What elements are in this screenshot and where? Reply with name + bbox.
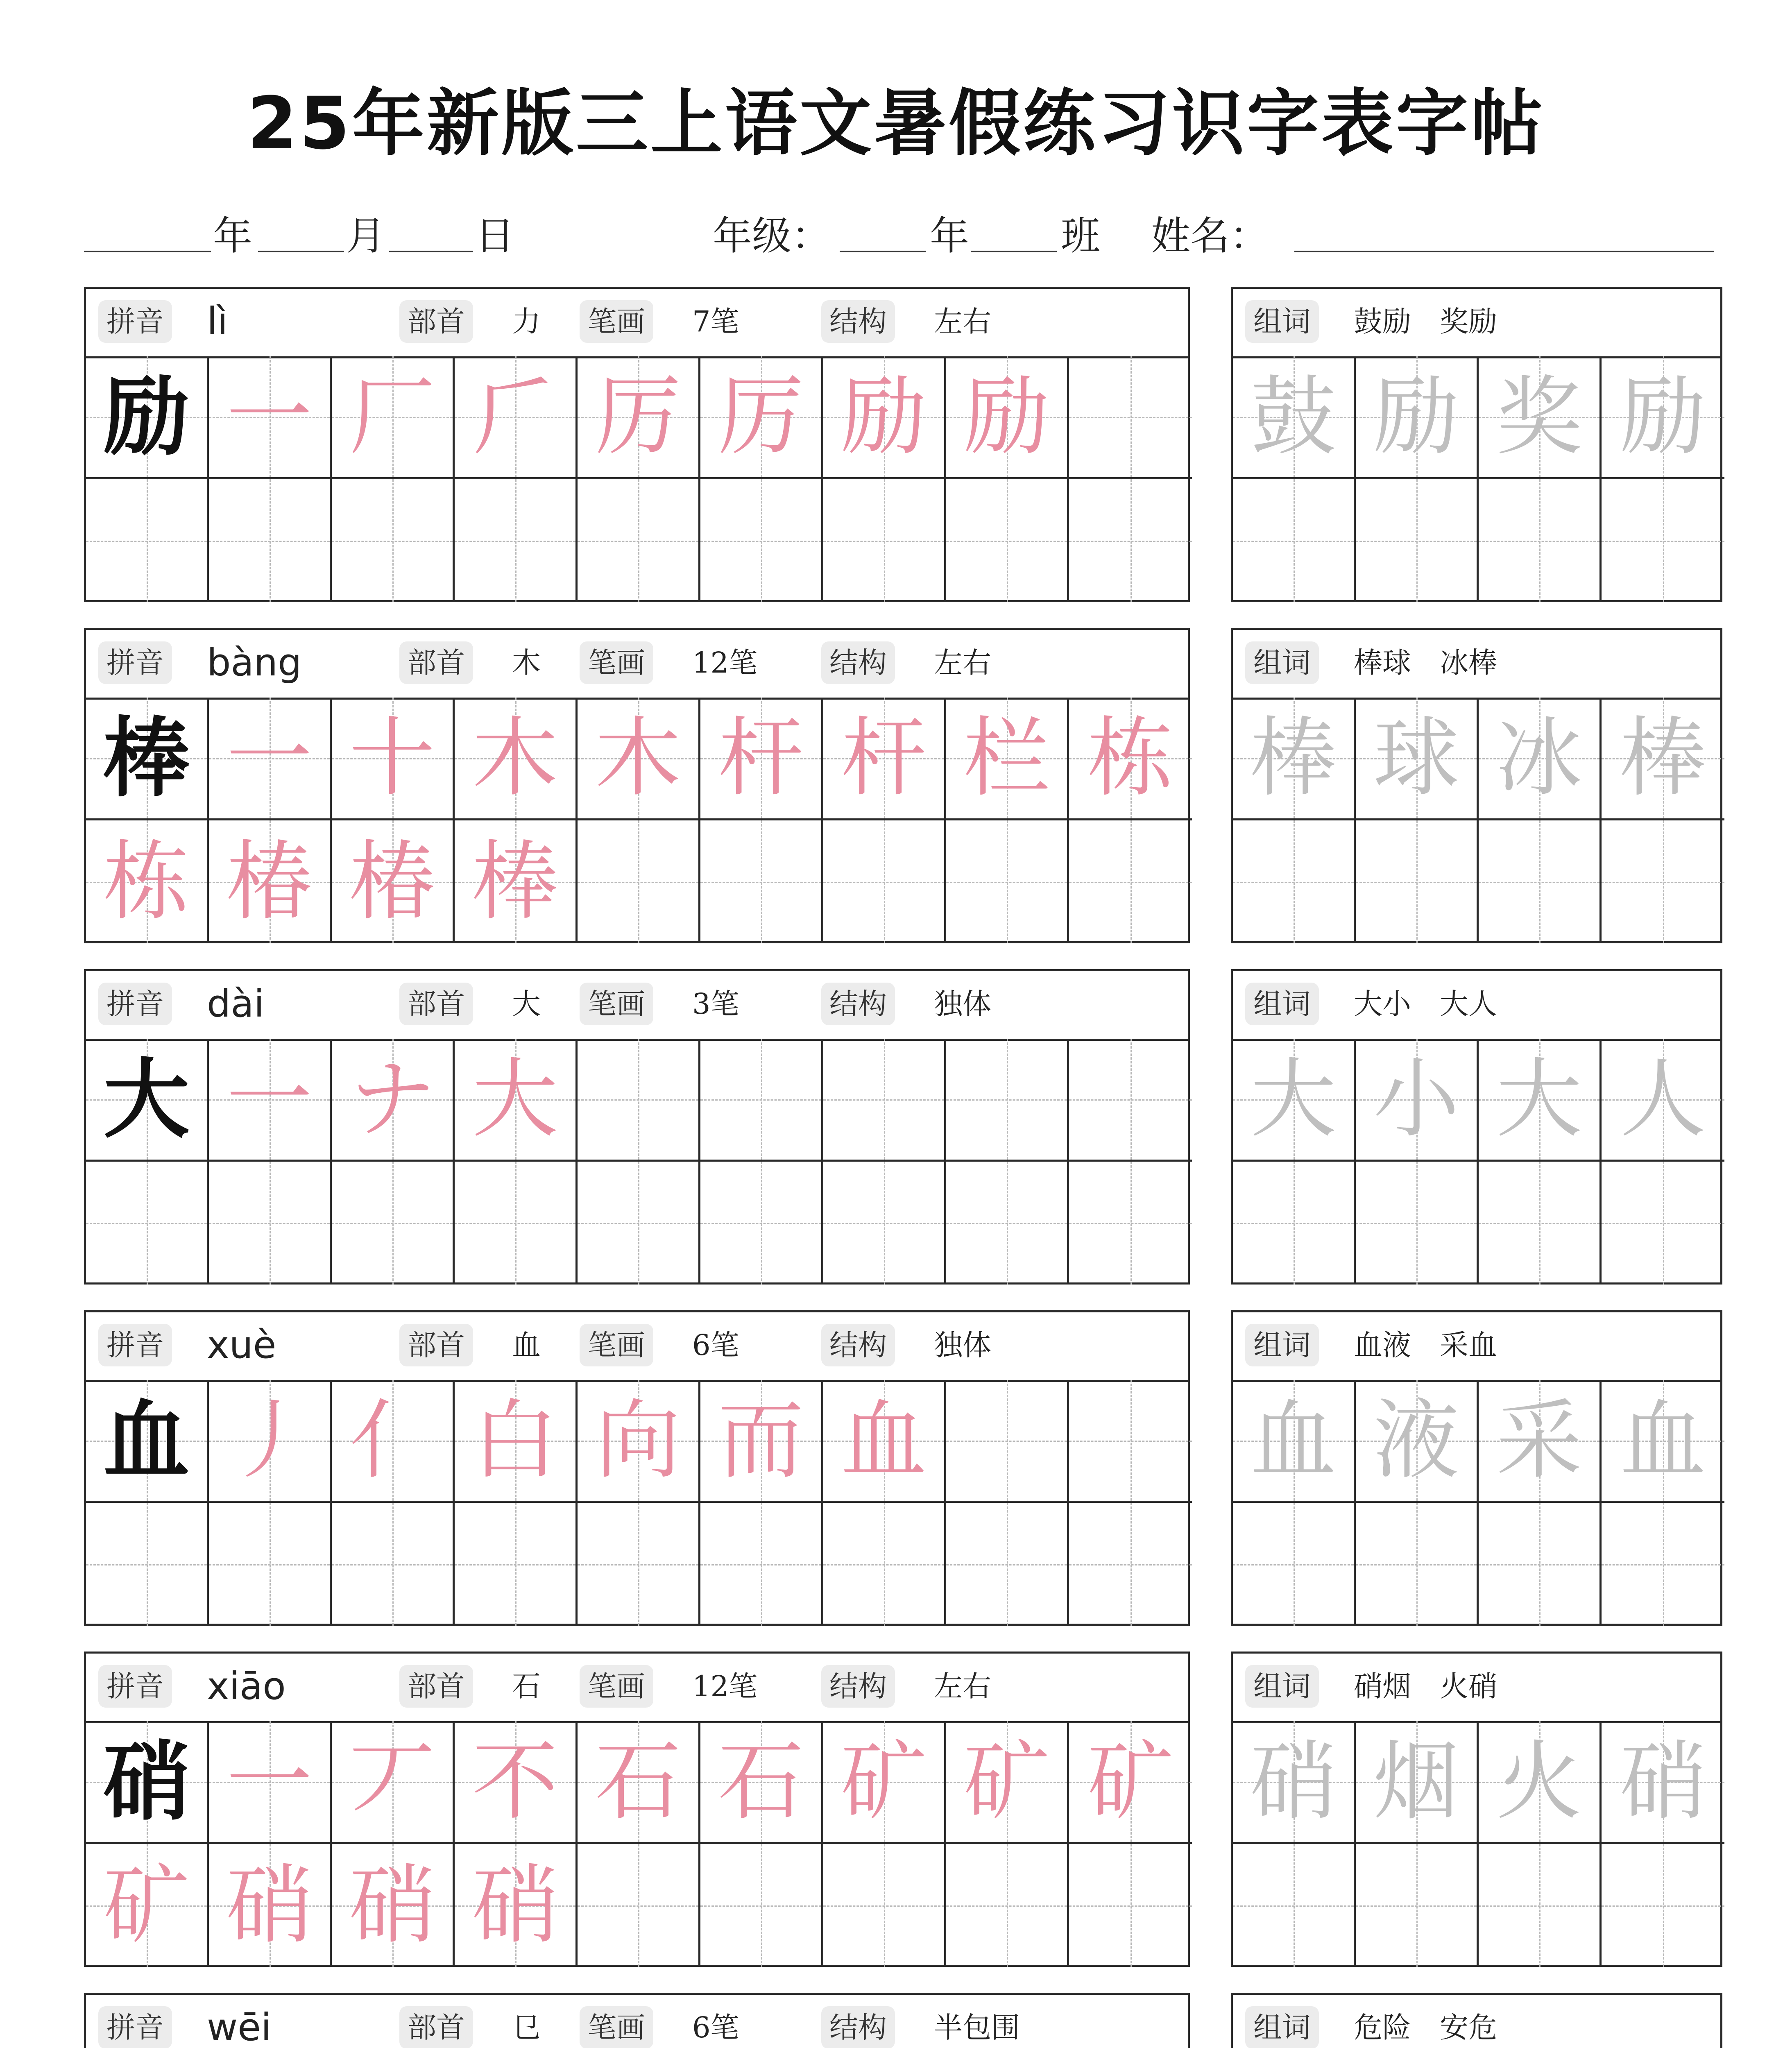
class-blank[interactable] <box>971 251 1057 252</box>
stroke-order-step: 矿 <box>840 1731 927 1832</box>
trace-character: 励 <box>1620 366 1706 467</box>
char-card <box>84 969 1190 1285</box>
writing-cell[interactable] <box>823 698 946 820</box>
words-value: 棒球 冰棒 <box>1354 646 1497 680</box>
stroke-order-step: 栏 <box>963 707 1050 808</box>
stroke-order-step: 励 <box>963 366 1050 467</box>
radical-value: 力 <box>512 305 541 338</box>
writing-cell[interactable] <box>1356 479 1479 602</box>
writing-cell[interactable] <box>1233 1721 1356 1844</box>
stroke-order-step: 一 <box>226 707 313 808</box>
char-info-header <box>86 1654 1188 1723</box>
strokes-label: 笔画 <box>580 641 653 684</box>
writing-cell[interactable] <box>1479 1503 1602 1626</box>
stroke-order-step: 杆 <box>840 707 927 808</box>
stroke-order-step: 石 <box>718 1731 804 1832</box>
writing-cell[interactable] <box>455 1503 578 1626</box>
writing-cell[interactable] <box>1069 479 1192 602</box>
stroke-order-step: 厉 <box>595 366 681 467</box>
writing-cell[interactable] <box>332 1503 455 1626</box>
name-label: 姓名： <box>1151 213 1269 259</box>
pinyin-label: 拼音 <box>98 2006 172 2048</box>
writing-cell[interactable] <box>1069 698 1192 820</box>
stroke-order-step: ナ <box>349 1049 435 1149</box>
word-header <box>1233 1654 1720 1723</box>
trace-character: 鼓 <box>1250 366 1337 467</box>
model-character: 棒 <box>103 707 190 809</box>
stroke-order-step: 椿 <box>226 831 313 932</box>
trace-character: 励 <box>1373 366 1459 467</box>
writing-cell[interactable] <box>1602 820 1724 943</box>
words-value: 鼓励 奖励 <box>1354 305 1497 338</box>
strokes-label: 笔画 <box>580 300 653 343</box>
writing-cell[interactable] <box>1602 356 1724 479</box>
writing-cell[interactable] <box>86 1503 209 1626</box>
grade-blank[interactable] <box>840 251 926 252</box>
word-header <box>1233 630 1720 700</box>
trace-character: 球 <box>1373 707 1459 808</box>
pinyin-label: 拼音 <box>98 1665 172 1708</box>
stroke-order-step: 不 <box>472 1731 558 1832</box>
trace-character: 大 <box>1250 1049 1337 1149</box>
word-card <box>1231 969 1722 1285</box>
strokes-value: 6笔 <box>692 1328 739 1362</box>
trace-character: 采 <box>1496 1390 1582 1491</box>
stroke-order-step: 矿 <box>1087 1731 1174 1832</box>
writing-cell[interactable] <box>578 479 700 602</box>
word-card <box>1231 628 1722 943</box>
writing-cell[interactable] <box>332 698 455 820</box>
char-card <box>84 287 1190 602</box>
stroke-order-step: 木 <box>595 707 681 808</box>
writing-cell[interactable] <box>1069 1844 1192 1967</box>
radical-value: 大 <box>512 987 541 1021</box>
writing-cell[interactable] <box>1356 820 1479 943</box>
stroke-order-step: 矿 <box>963 1731 1050 1832</box>
writing-cell[interactable] <box>700 1721 823 1844</box>
pinyin-label: 拼音 <box>98 983 172 1025</box>
pinyin-value: xiāo <box>207 1664 286 1708</box>
writing-cell[interactable] <box>1356 356 1479 479</box>
stroke-order-step: 而 <box>718 1390 804 1491</box>
writing-cell[interactable] <box>86 479 209 602</box>
writing-cell[interactable] <box>700 356 823 479</box>
stroke-order-step: 一 <box>226 1049 313 1149</box>
stroke-order-step: 大 <box>472 1049 558 1149</box>
writing-cell[interactable] <box>209 1380 332 1503</box>
writing-cell[interactable] <box>1069 1039 1192 1162</box>
writing-cell[interactable] <box>700 1844 823 1967</box>
writing-cell[interactable] <box>209 1721 332 1844</box>
writing-cell[interactable] <box>332 1162 455 1285</box>
stroke-order-step: 栋 <box>103 831 190 932</box>
writing-cell[interactable] <box>1602 1380 1724 1503</box>
pinyin-label: 拼音 <box>98 641 172 684</box>
structure-label: 结构 <box>821 641 895 684</box>
stroke-order-step: 十 <box>349 707 435 808</box>
trace-character: 血 <box>1250 1390 1337 1491</box>
page-title: 25年新版三上语文暑假练习识字表字帖 <box>247 82 1545 165</box>
trace-character: 冰 <box>1496 707 1582 808</box>
stroke-order-step: 白 <box>472 1390 558 1491</box>
writing-cell[interactable] <box>209 1162 332 1285</box>
stroke-order-step: 丆 <box>349 1731 435 1832</box>
word-card <box>1231 1310 1722 1626</box>
writing-cell[interactable] <box>1602 1039 1724 1162</box>
stroke-order-step: 励 <box>840 366 927 467</box>
char-card <box>84 1993 1190 2048</box>
writing-cell[interactable] <box>1479 1162 1602 1285</box>
radical-value: 血 <box>512 1328 541 1362</box>
strokes-label: 笔画 <box>580 1665 653 1708</box>
radical-label: 部首 <box>399 1324 473 1366</box>
stroke-order-step: 亻 <box>349 1390 435 1491</box>
word-header <box>1233 1312 1720 1382</box>
writing-cell[interactable] <box>946 1039 1069 1162</box>
writing-cell[interactable] <box>86 1844 209 1967</box>
writing-cell[interactable] <box>1233 1844 1356 1967</box>
structure-label: 结构 <box>821 983 895 1025</box>
structure-label: 结构 <box>821 2006 895 2048</box>
writing-cell[interactable] <box>1479 479 1602 602</box>
writing-cell[interactable] <box>946 698 1069 820</box>
trace-character: 棒 <box>1620 707 1706 808</box>
writing-cell[interactable] <box>700 1039 823 1162</box>
writing-cell[interactable] <box>1602 1503 1724 1626</box>
radical-label: 部首 <box>399 983 473 1025</box>
writing-cell[interactable] <box>332 1721 455 1844</box>
writing-cell[interactable] <box>1479 1844 1602 1967</box>
writing-cell[interactable] <box>209 698 332 820</box>
pinyin-value: xuè <box>207 1323 276 1367</box>
word-card <box>1231 1993 1722 2048</box>
writing-cell[interactable] <box>1233 356 1356 479</box>
strokes-value: 6笔 <box>692 2011 739 2044</box>
writing-cell[interactable] <box>823 820 946 943</box>
writing-cell[interactable] <box>700 820 823 943</box>
strokes-value: 12笔 <box>692 1670 758 1703</box>
stroke-order-step: 栋 <box>1087 707 1174 808</box>
radical-value: 石 <box>512 1670 541 1703</box>
writing-cell[interactable] <box>823 1844 946 1967</box>
trace-character: 血 <box>1620 1390 1706 1491</box>
strokes-value: 3笔 <box>692 987 739 1021</box>
writing-cell[interactable] <box>332 356 455 479</box>
structure-value: 左右 <box>934 646 991 680</box>
structure-value: 独体 <box>934 1328 991 1362</box>
writing-cell[interactable] <box>1356 1162 1479 1285</box>
writing-cell[interactable] <box>1356 1844 1479 1967</box>
writing-cell[interactable] <box>946 1162 1069 1285</box>
writing-cell[interactable] <box>578 1721 700 1844</box>
model-character: 励 <box>103 366 190 467</box>
writing-cell[interactable] <box>1602 698 1724 820</box>
radical-label: 部首 <box>399 641 473 684</box>
stroke-order-step: 石 <box>595 1731 681 1832</box>
trace-character: 奖 <box>1496 366 1582 467</box>
writing-cell[interactable] <box>1479 1380 1602 1503</box>
writing-cell[interactable] <box>86 356 209 479</box>
structure-label: 结构 <box>821 1665 895 1708</box>
date-month-label: 月 <box>346 213 385 259</box>
writing-cell[interactable] <box>86 1039 209 1162</box>
writing-cell[interactable] <box>1356 698 1479 820</box>
stroke-order-step: 一 <box>226 1731 313 1832</box>
writing-cell[interactable] <box>455 698 578 820</box>
writing-cell[interactable] <box>1069 1721 1192 1844</box>
writing-cell[interactable] <box>1479 820 1602 943</box>
writing-cell[interactable] <box>1233 1380 1356 1503</box>
writing-cell[interactable] <box>455 479 578 602</box>
writing-cell[interactable] <box>578 1380 700 1503</box>
stroke-order-step: 厉 <box>718 366 804 467</box>
writing-cell[interactable] <box>700 698 823 820</box>
writing-cell[interactable] <box>209 820 332 943</box>
word-header <box>1233 1995 1720 2048</box>
stroke-order-step: 硝 <box>472 1855 558 1955</box>
pinyin-value: dài <box>207 982 265 1026</box>
stroke-order-step: 矿 <box>103 1855 190 1955</box>
writing-cell[interactable] <box>1069 356 1192 479</box>
writing-cell[interactable] <box>946 1380 1069 1503</box>
writing-cell[interactable] <box>1069 1503 1192 1626</box>
char-info-header <box>86 289 1188 358</box>
word-card <box>1231 287 1722 602</box>
pinyin-label: 拼音 <box>98 300 172 343</box>
writing-cell[interactable] <box>700 479 823 602</box>
stroke-order-step: 木 <box>472 707 558 808</box>
writing-cell[interactable] <box>86 1162 209 1285</box>
writing-cell[interactable] <box>455 356 578 479</box>
char-card <box>84 1310 1190 1626</box>
words-label: 组词 <box>1245 983 1319 1025</box>
trace-character: 火 <box>1496 1731 1582 1832</box>
structure-value: 左右 <box>934 305 991 338</box>
writing-cell[interactable] <box>86 1380 209 1503</box>
char-info-header <box>86 1995 1188 2048</box>
stroke-order-step: 椿 <box>349 831 435 932</box>
words-label: 组词 <box>1245 1324 1319 1366</box>
writing-cell[interactable] <box>455 1721 578 1844</box>
writing-cell[interactable] <box>332 820 455 943</box>
stroke-order-step: 𠂆 <box>472 366 558 467</box>
radical-value: 㔾 <box>512 2011 541 2044</box>
writing-cell[interactable] <box>455 1380 578 1503</box>
name-blank[interactable] <box>1294 251 1714 252</box>
writing-cell[interactable] <box>209 1503 332 1626</box>
writing-cell[interactable] <box>209 1039 332 1162</box>
trace-character: 小 <box>1373 1049 1459 1149</box>
writing-cell[interactable] <box>209 479 332 602</box>
writing-cell[interactable] <box>1479 356 1602 479</box>
date-year-blank[interactable] <box>84 251 211 252</box>
words-value: 血液 采血 <box>1354 1328 1497 1362</box>
model-character: 大 <box>103 1048 190 1150</box>
writing-cell[interactable] <box>1233 479 1356 602</box>
stroke-order-step: 杆 <box>718 707 804 808</box>
writing-cell[interactable] <box>209 1844 332 1967</box>
trace-character: 硝 <box>1250 1731 1337 1832</box>
trace-character: 大 <box>1496 1049 1582 1149</box>
trace-character: 硝 <box>1620 1731 1706 1832</box>
radical-label: 部首 <box>399 300 473 343</box>
words-label: 组词 <box>1245 300 1319 343</box>
writing-cell[interactable] <box>86 1721 209 1844</box>
writing-cell[interactable] <box>700 1380 823 1503</box>
strokes-label: 笔画 <box>580 2006 653 2048</box>
char-info-header <box>86 971 1188 1041</box>
words-value: 硝烟 火硝 <box>1354 1670 1497 1703</box>
writing-cell[interactable] <box>700 1503 823 1626</box>
stroke-order-step: 硝 <box>349 1855 435 1955</box>
writing-cell[interactable] <box>1069 820 1192 943</box>
word-card <box>1231 1652 1722 1967</box>
writing-cell[interactable] <box>946 1844 1069 1967</box>
stroke-order-step: 硝 <box>226 1855 313 1955</box>
writing-cell[interactable] <box>1233 820 1356 943</box>
writing-cell[interactable] <box>332 1039 455 1162</box>
words-label: 组词 <box>1245 641 1319 684</box>
writing-cell[interactable] <box>1479 698 1602 820</box>
writing-cell[interactable] <box>946 820 1069 943</box>
date-month-blank[interactable] <box>258 251 344 252</box>
writing-cell[interactable] <box>1602 1162 1724 1285</box>
stroke-order-step: 向 <box>595 1390 681 1491</box>
radical-value: 木 <box>512 646 541 680</box>
grade-year-label: 年 <box>930 213 969 259</box>
writing-cell[interactable] <box>1233 1039 1356 1162</box>
model-character: 血 <box>103 1389 190 1491</box>
writing-cell[interactable] <box>1602 479 1724 602</box>
writing-cell[interactable] <box>1602 1844 1724 1967</box>
writing-cell[interactable] <box>86 698 209 820</box>
writing-cell[interactable] <box>823 1721 946 1844</box>
word-header <box>1233 289 1720 358</box>
writing-cell[interactable] <box>823 1162 946 1285</box>
strokes-label: 笔画 <box>580 983 653 1025</box>
trace-character: 棒 <box>1250 707 1337 808</box>
strokes-label: 笔画 <box>580 1324 653 1366</box>
char-card <box>84 628 1190 943</box>
writing-cell[interactable] <box>578 1162 700 1285</box>
writing-cell[interactable] <box>455 820 578 943</box>
writing-cell[interactable] <box>1356 1721 1479 1844</box>
pinyin-value: bàng <box>207 641 302 684</box>
writing-cell[interactable] <box>578 1039 700 1162</box>
char-info-header <box>86 1312 1188 1382</box>
date-day-label: 日 <box>475 213 514 259</box>
writing-cell[interactable] <box>1479 1721 1602 1844</box>
structure-value: 半包围 <box>934 2011 1020 2044</box>
pinyin-label: 拼音 <box>98 1324 172 1366</box>
writing-cell[interactable] <box>946 1721 1069 1844</box>
stroke-order-step: 棒 <box>472 831 558 932</box>
writing-cell[interactable] <box>455 1844 578 1967</box>
writing-cell[interactable] <box>946 1503 1069 1626</box>
pinyin-value: wēi <box>207 2005 272 2048</box>
writing-cell[interactable] <box>332 1380 455 1503</box>
date-day-blank[interactable] <box>389 251 473 252</box>
char-card <box>84 1652 1190 1967</box>
writing-cell[interactable] <box>1233 698 1356 820</box>
stroke-order-step: 一 <box>226 366 313 467</box>
word-header <box>1233 971 1720 1041</box>
trace-character: 人 <box>1620 1049 1706 1149</box>
structure-value: 左右 <box>934 1670 991 1703</box>
structure-label: 结构 <box>821 1324 895 1366</box>
stroke-order-step: 血 <box>840 1390 927 1491</box>
writing-cell[interactable] <box>578 1503 700 1626</box>
words-value: 危险 安危 <box>1354 2011 1497 2044</box>
writing-cell[interactable] <box>1356 1380 1479 1503</box>
stroke-order-step: 厂 <box>349 366 435 467</box>
radical-label: 部首 <box>399 2006 473 2048</box>
pinyin-value: lì <box>207 299 228 343</box>
writing-cell[interactable] <box>455 1162 578 1285</box>
grade-label: 年级： <box>713 213 831 259</box>
writing-cell[interactable] <box>1233 1503 1356 1626</box>
writing-cell[interactable] <box>1356 1503 1479 1626</box>
writing-cell[interactable] <box>1069 1380 1192 1503</box>
words-label: 组词 <box>1245 2006 1319 2048</box>
structure-label: 结构 <box>821 300 895 343</box>
writing-cell[interactable] <box>86 820 209 943</box>
char-info-header <box>86 630 1188 700</box>
writing-cell[interactable] <box>700 1162 823 1285</box>
writing-cell[interactable] <box>946 356 1069 479</box>
writing-cell[interactable] <box>1069 1162 1192 1285</box>
writing-cell[interactable] <box>332 1844 455 1967</box>
trace-character: 液 <box>1373 1390 1459 1491</box>
writing-cell[interactable] <box>823 1380 946 1503</box>
words-value: 大小 大人 <box>1354 987 1497 1021</box>
strokes-value: 7笔 <box>692 305 739 338</box>
writing-cell[interactable] <box>823 1039 946 1162</box>
writing-cell[interactable] <box>1479 1039 1602 1162</box>
writing-cell[interactable] <box>823 356 946 479</box>
writing-cell[interactable] <box>823 479 946 602</box>
date-year-label: 年 <box>213 213 252 259</box>
writing-cell[interactable] <box>946 479 1069 602</box>
strokes-value: 12笔 <box>692 646 758 680</box>
writing-cell[interactable] <box>823 1503 946 1626</box>
writing-cell[interactable] <box>1356 1039 1479 1162</box>
model-character: 硝 <box>103 1731 190 1832</box>
writing-cell[interactable] <box>332 479 455 602</box>
writing-cell[interactable] <box>1602 1721 1724 1844</box>
writing-cell[interactable] <box>578 698 700 820</box>
writing-cell[interactable] <box>578 820 700 943</box>
writing-cell[interactable] <box>455 1039 578 1162</box>
writing-cell[interactable] <box>1233 1162 1356 1285</box>
radical-label: 部首 <box>399 1665 473 1708</box>
trace-character: 烟 <box>1373 1731 1459 1832</box>
stroke-order-step: 丿 <box>226 1390 313 1491</box>
writing-cell[interactable] <box>209 356 332 479</box>
writing-cell[interactable] <box>578 1844 700 1967</box>
structure-value: 独体 <box>934 987 991 1021</box>
words-label: 组词 <box>1245 1665 1319 1708</box>
class-label: 班 <box>1061 213 1100 259</box>
writing-cell[interactable] <box>578 356 700 479</box>
